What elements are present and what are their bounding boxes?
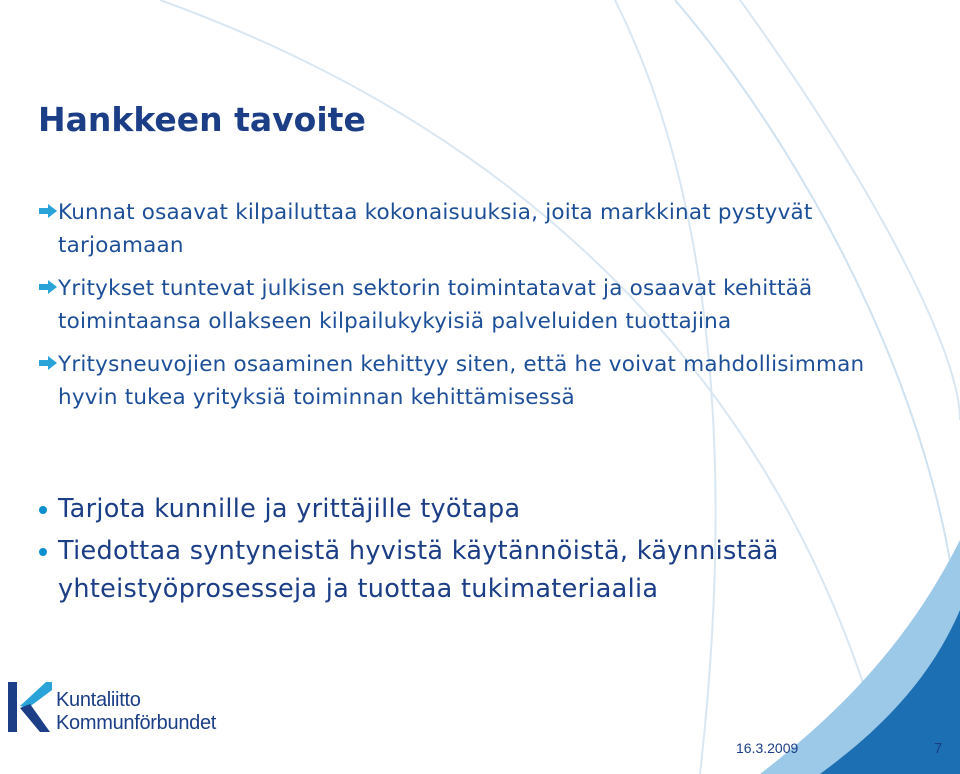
logo-text-swedish: Kommunförbundet	[56, 712, 217, 734]
bullet-list-item-text: Tiedottaa syntyneistä hyvistä käytännöistä, käynnistää yhteistyöprosesseja ja tuottaa tukimateriaalia	[58, 536, 779, 604]
arrow-list-item	[38, 272, 918, 338]
kuntaliitto-k-logo-icon	[6, 678, 52, 736]
page-number: 7	[934, 740, 943, 757]
kuntaliitto-logo	[6, 676, 256, 740]
bullet-list-item	[38, 532, 938, 608]
slide-title: Hankkeen tavoite	[38, 100, 366, 139]
arrow-right-icon	[38, 279, 58, 295]
arrow-right-icon	[38, 355, 58, 371]
bullet-dot-icon	[39, 548, 47, 556]
logo-text-finnish: Kuntaliitto	[56, 689, 141, 711]
arrow-list-item	[38, 196, 918, 262]
arrow-right-icon	[38, 203, 58, 219]
bullet-dot-icon	[39, 506, 47, 514]
bullet-list-item-text: Tarjota kunnille ja yrittäjille työtapa	[58, 494, 521, 524]
arrow-list-item-text: Yritysneuvojien osaaminen kehittyy siten, että he voivat mahdollisimman hyvin tukea yrityksiä toiminnan kehittämisessä	[58, 352, 865, 410]
bullet-list-item	[38, 490, 938, 528]
arrow-list-item	[38, 348, 918, 414]
task-bullet-list	[38, 490, 938, 612]
arrow-list-item-text: Yritykset tuntevat julkisen sektorin toimintatavat ja osaavat kehittää toimintaansa ollakseen kilpailukykyisiä palveluiden tuottajina	[58, 276, 813, 334]
footer-date: 16.3.2009	[736, 740, 799, 756]
arrow-list-item-text: Kunnat osaavat kilpailuttaa kokonaisuuksia, joita markkinat pystyvät tarjoamaan	[58, 200, 813, 258]
goal-arrow-list	[38, 196, 918, 424]
